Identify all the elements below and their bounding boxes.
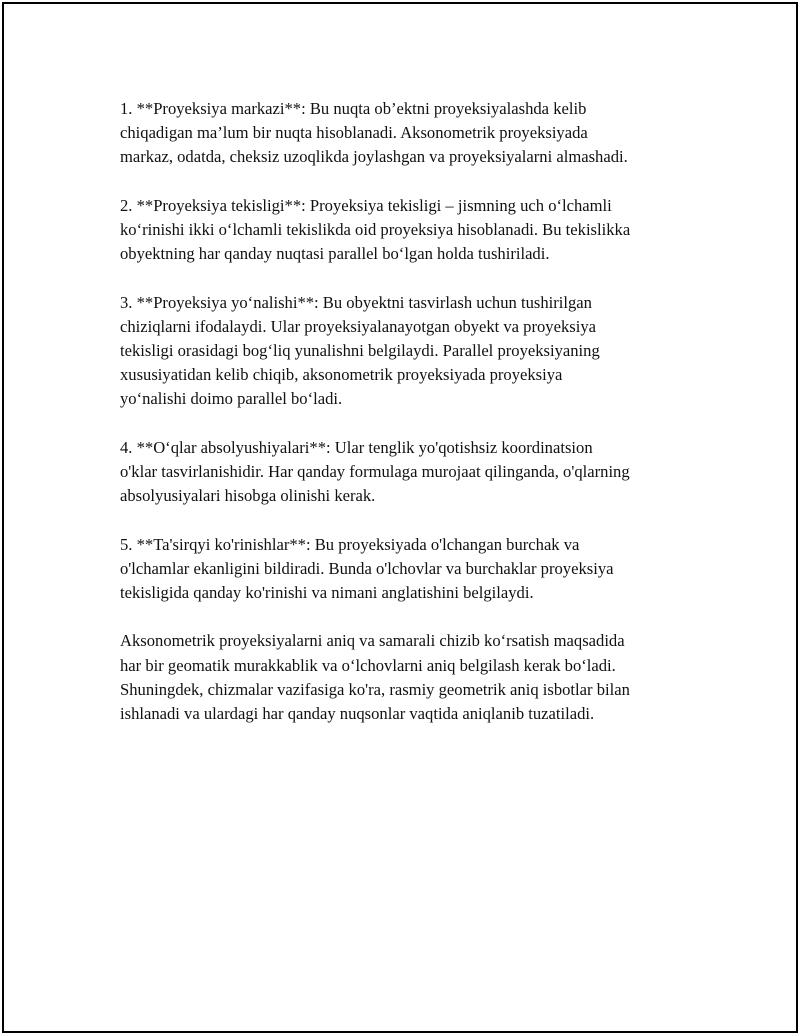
paragraph-oqlar-absolyushiyalari: 4. **O‘qlar absolyushiyalari**: Ular tenglik yo'qotishsiz koordinatsion o'klar tasvirlanishidir. Har qanday formulaga murojaat qilinganda, o'qlarning absolyusiyalari hisobga olinishi kerak. — [120, 437, 630, 506]
document-body — [120, 97, 700, 750]
paragraph-conclusion: Aksonometrik proyeksiyalarni aniq va samarali chizib ko‘rsatish maqsadida har bir geomatik murakkablik va o‘lchovlarni aniq belgilash kerak bo‘ladi. Shuningdek, chizmalar vazifasiga ko'ra, rasmiy geometrik aniq isbotlar bilan ishlanadi va ulardagi har qanday nuqsonlar vaqtida aniqlanib tuzatiladi. — [120, 631, 630, 723]
paragraph-tasirqyi-korinishlar: 5. **Ta'sirqyi ko'rinishlar**: Bu proyeksiyada o'lchangan burchak va o'lchamlar ekanligini bildiradi. Bunda o'lchovlar va burchaklar proyeksiya tekisligida qanday ko'rinishi va nimani anglatishini belgilaydi. — [120, 534, 614, 602]
paragraph-proyeksiya-yonalishi: 3. **Proyeksiya yo‘nalishi**: Bu obyektni tasvirlash uchun tushirilgan chiziqlarni ifodalaydi. Ular proyeksiyalanayotgan obyekt va proyeksiya tekisligi orasidagi bog‘liq yunalishni belgilaydi. Parallel proyeksiyaning xususiyatidan kelib chiqib, aksonometrik proyeksiyada proyeksiya yo‘nalishi doimo parallel bo‘ladi. — [120, 292, 600, 409]
paragraph-proyeksiya-tekisligi: 2. **Proyeksiya tekisligi**: Proyeksiya tekisligi – jismning uch o‘lchamli ko‘rinishi ikki o‘lchamli tekislikda oid proyeksiya hisoblanadi. Bu tekislikka obyektning har qanday nuqtasi parallel bo‘lgan holda tushiriladi. — [120, 195, 631, 264]
paragraph-proyeksiya-markazi: 1. **Proyeksiya markazi**: Bu nuqta ob’ektni proyeksiyalashda kelib chiqadigan ma’lum bir nuqta hisoblanadi. Aksonometrik proyeksiyada markaz, odatda, cheksiz uzoqlikda joylashgan va proyeksiyalarni almashadi. — [120, 99, 628, 167]
document-page — [2, 2, 798, 1033]
